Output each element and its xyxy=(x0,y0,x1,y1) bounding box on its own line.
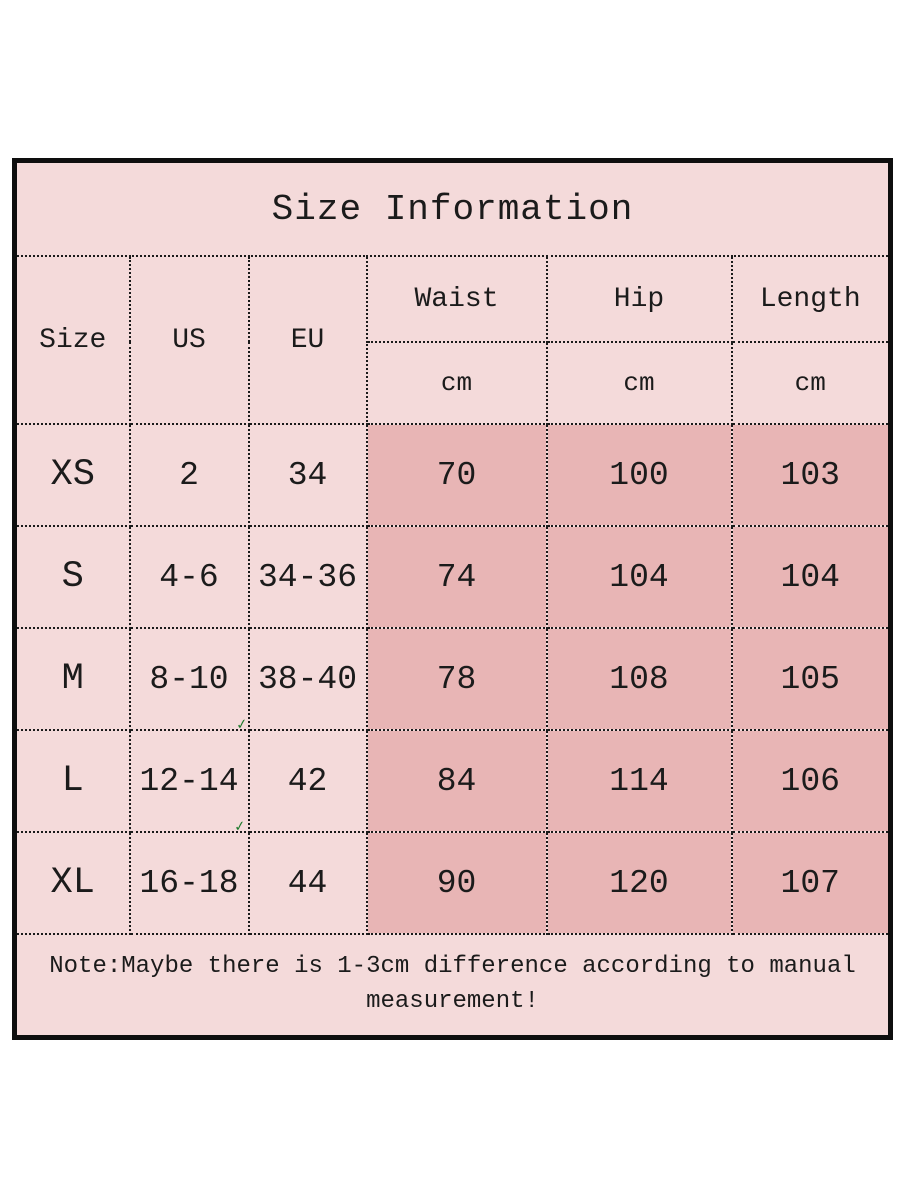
eu-value: 34-36 xyxy=(249,526,367,628)
eu-value: 42 xyxy=(249,730,367,832)
waist-value: 90 xyxy=(367,832,547,934)
column-header-waist: Waist xyxy=(367,256,547,342)
size-value: M xyxy=(15,628,130,730)
waist-value: 78 xyxy=(367,628,547,730)
note-text: Note:Maybe there is 1-3cm difference according to manual measurement! xyxy=(15,934,891,1038)
hip-value: 120 xyxy=(547,832,732,934)
unit-label-waist: cm xyxy=(367,342,547,424)
length-value: 107 xyxy=(732,832,891,934)
us-value: 2 xyxy=(130,424,249,526)
length-value: 104 xyxy=(732,526,891,628)
column-header-size: Size xyxy=(15,256,130,424)
us-value: 8-10 xyxy=(130,628,249,730)
waist-value: 84 xyxy=(367,730,547,832)
table-title: Size Information xyxy=(15,161,891,257)
table-row-s xyxy=(15,526,891,628)
table-row-xs xyxy=(15,424,891,526)
table-row-l xyxy=(15,730,891,832)
column-header-length: Length xyxy=(732,256,891,342)
hip-value: 100 xyxy=(547,424,732,526)
column-header-us: US xyxy=(130,256,249,424)
table-row-xl xyxy=(15,832,891,934)
header-row xyxy=(15,256,891,342)
length-value: 103 xyxy=(732,424,891,526)
column-header-hip: Hip xyxy=(547,256,732,342)
hip-value: 104 xyxy=(547,526,732,628)
eu-value: 44 xyxy=(249,832,367,934)
length-value: 105 xyxy=(732,628,891,730)
table-row-m xyxy=(15,628,891,730)
size-value: S xyxy=(15,526,130,628)
eu-value: 38-40 xyxy=(249,628,367,730)
hip-value: 114 xyxy=(547,730,732,832)
hip-value: 108 xyxy=(547,628,732,730)
unit-label-hip: cm xyxy=(547,342,732,424)
unit-label-length: cm xyxy=(732,342,891,424)
column-header-eu: EU xyxy=(249,256,367,424)
us-value: 12-14 xyxy=(130,730,249,832)
waist-value: 74 xyxy=(367,526,547,628)
note-row xyxy=(15,934,891,1038)
waist-value: 70 xyxy=(367,424,547,526)
eu-value: 34 xyxy=(249,424,367,526)
size-information-table xyxy=(12,158,893,1040)
us-value: 16-18 xyxy=(130,832,249,934)
size-value: XS xyxy=(15,424,130,526)
length-value: 106 xyxy=(732,730,891,832)
check-mark-icon: ✓ xyxy=(233,817,246,837)
size-value: XL xyxy=(15,832,130,934)
check-mark-icon: ✓ xyxy=(235,715,248,735)
title-row xyxy=(15,161,891,257)
us-value: 4-6 xyxy=(130,526,249,628)
size-value: L xyxy=(15,730,130,832)
